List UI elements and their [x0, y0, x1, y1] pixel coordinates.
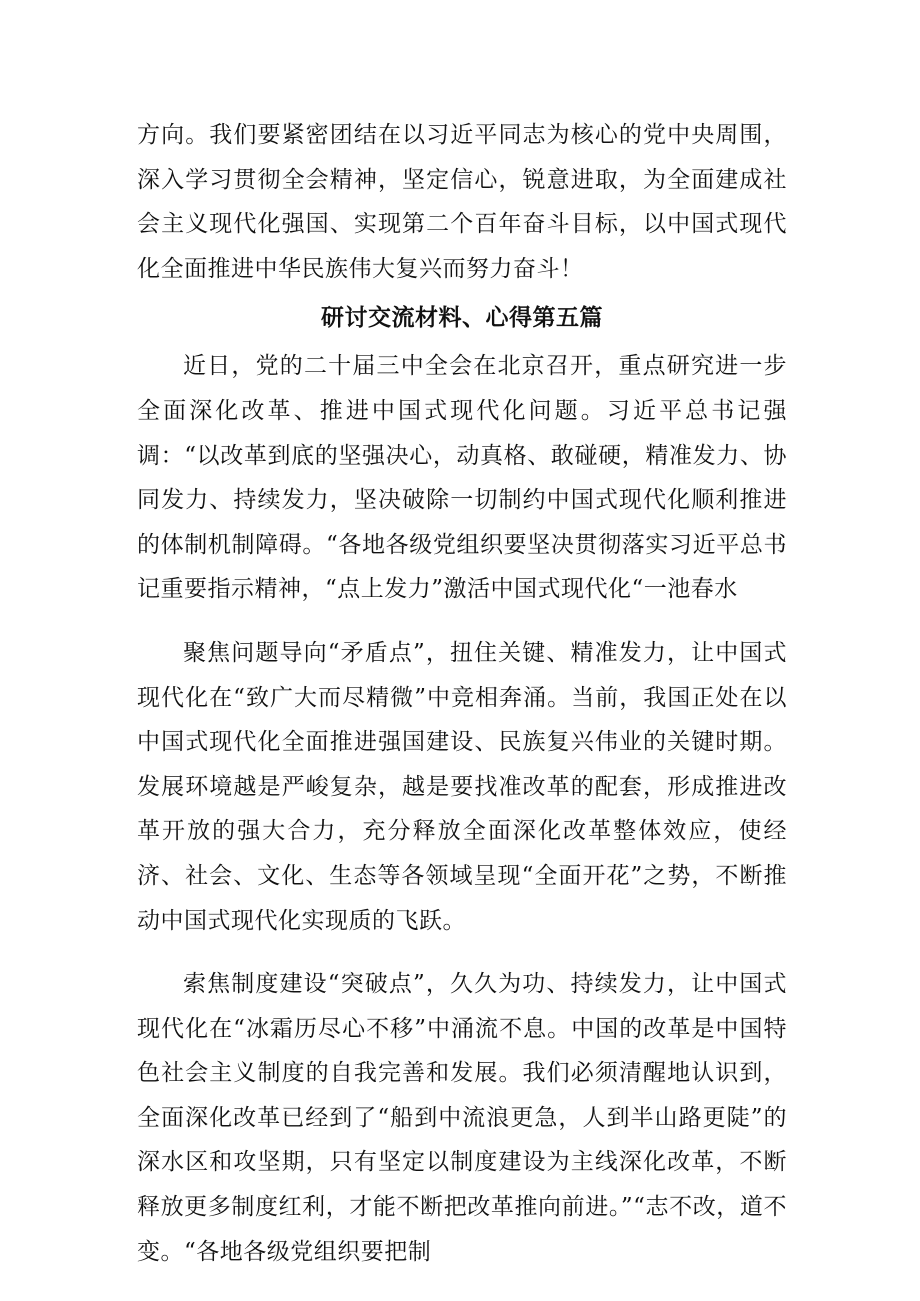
body-paragraph-2: 聚焦问题导向“矛盾点”，扭住关键、精准发力，让中国式现代化在“致广大而尽精微”中竞相奔涌。当前，我国正处在以中国式现代化全面推进强国建设、民族复兴伟业的关键时期。发展环境越是严峻复杂，越是要找准改革的配套，形成推进改革开放的强大合力，充分释放全面深化改革整体效应，使经济、社会、文化、生态等各领域呈现“全面开花”之势，不断推动中国式现代化实现质的飞跃。 — [137, 639, 787, 934]
section-title: 研讨交流材料、心得第五篇 — [321, 304, 603, 332]
document-body — [137, 113, 787, 1274]
continuation-paragraph: 方向。我们要紧密团结在以习近平同志为核心的党中央周围，深入学习贯彻全会精神，坚定信心，锐意进取，为全面建成社会主义现代化强国、实现第二个百年奋斗目标，以中国式现代化全面推进中华民族伟大复兴而努力奋斗！ — [137, 122, 787, 282]
body-paragraph-1: 近日，党的二十届三中全会在北京召开，重点研究进一步全面深化改革、推进中国式现代化问题。习近平总书记强调：“以改革到底的坚强决心，动真格、敢碰硬，精准发力、协同发力、持续发力，坚决破除一切制约中国式现代化顺利推进的体制机制障碍。“各地各级党组织要坚决贯彻落实习近平总书记重要指示精神，“点上发力”激活中国式现代化“一池春水 — [137, 353, 787, 603]
body-paragraph-3: 索焦制度建设“突破点”，久久为功、持续发力，让中国式现代化在“冰霜历尽心不移”中涌流不息。中国的改革是中国特色社会主义制度的自我完善和发展。我们必须清醒地认识到，全面深化改革已经到了“船到中流浪更急，人到半山路更陡”的深水区和攻坚期，只有坚定以制度建设为主线深化改革，不断释放更多制度红利，才能不断把改革推向前进。”“志不改，道不变。“各地各级党组织要把制 — [137, 971, 787, 1265]
